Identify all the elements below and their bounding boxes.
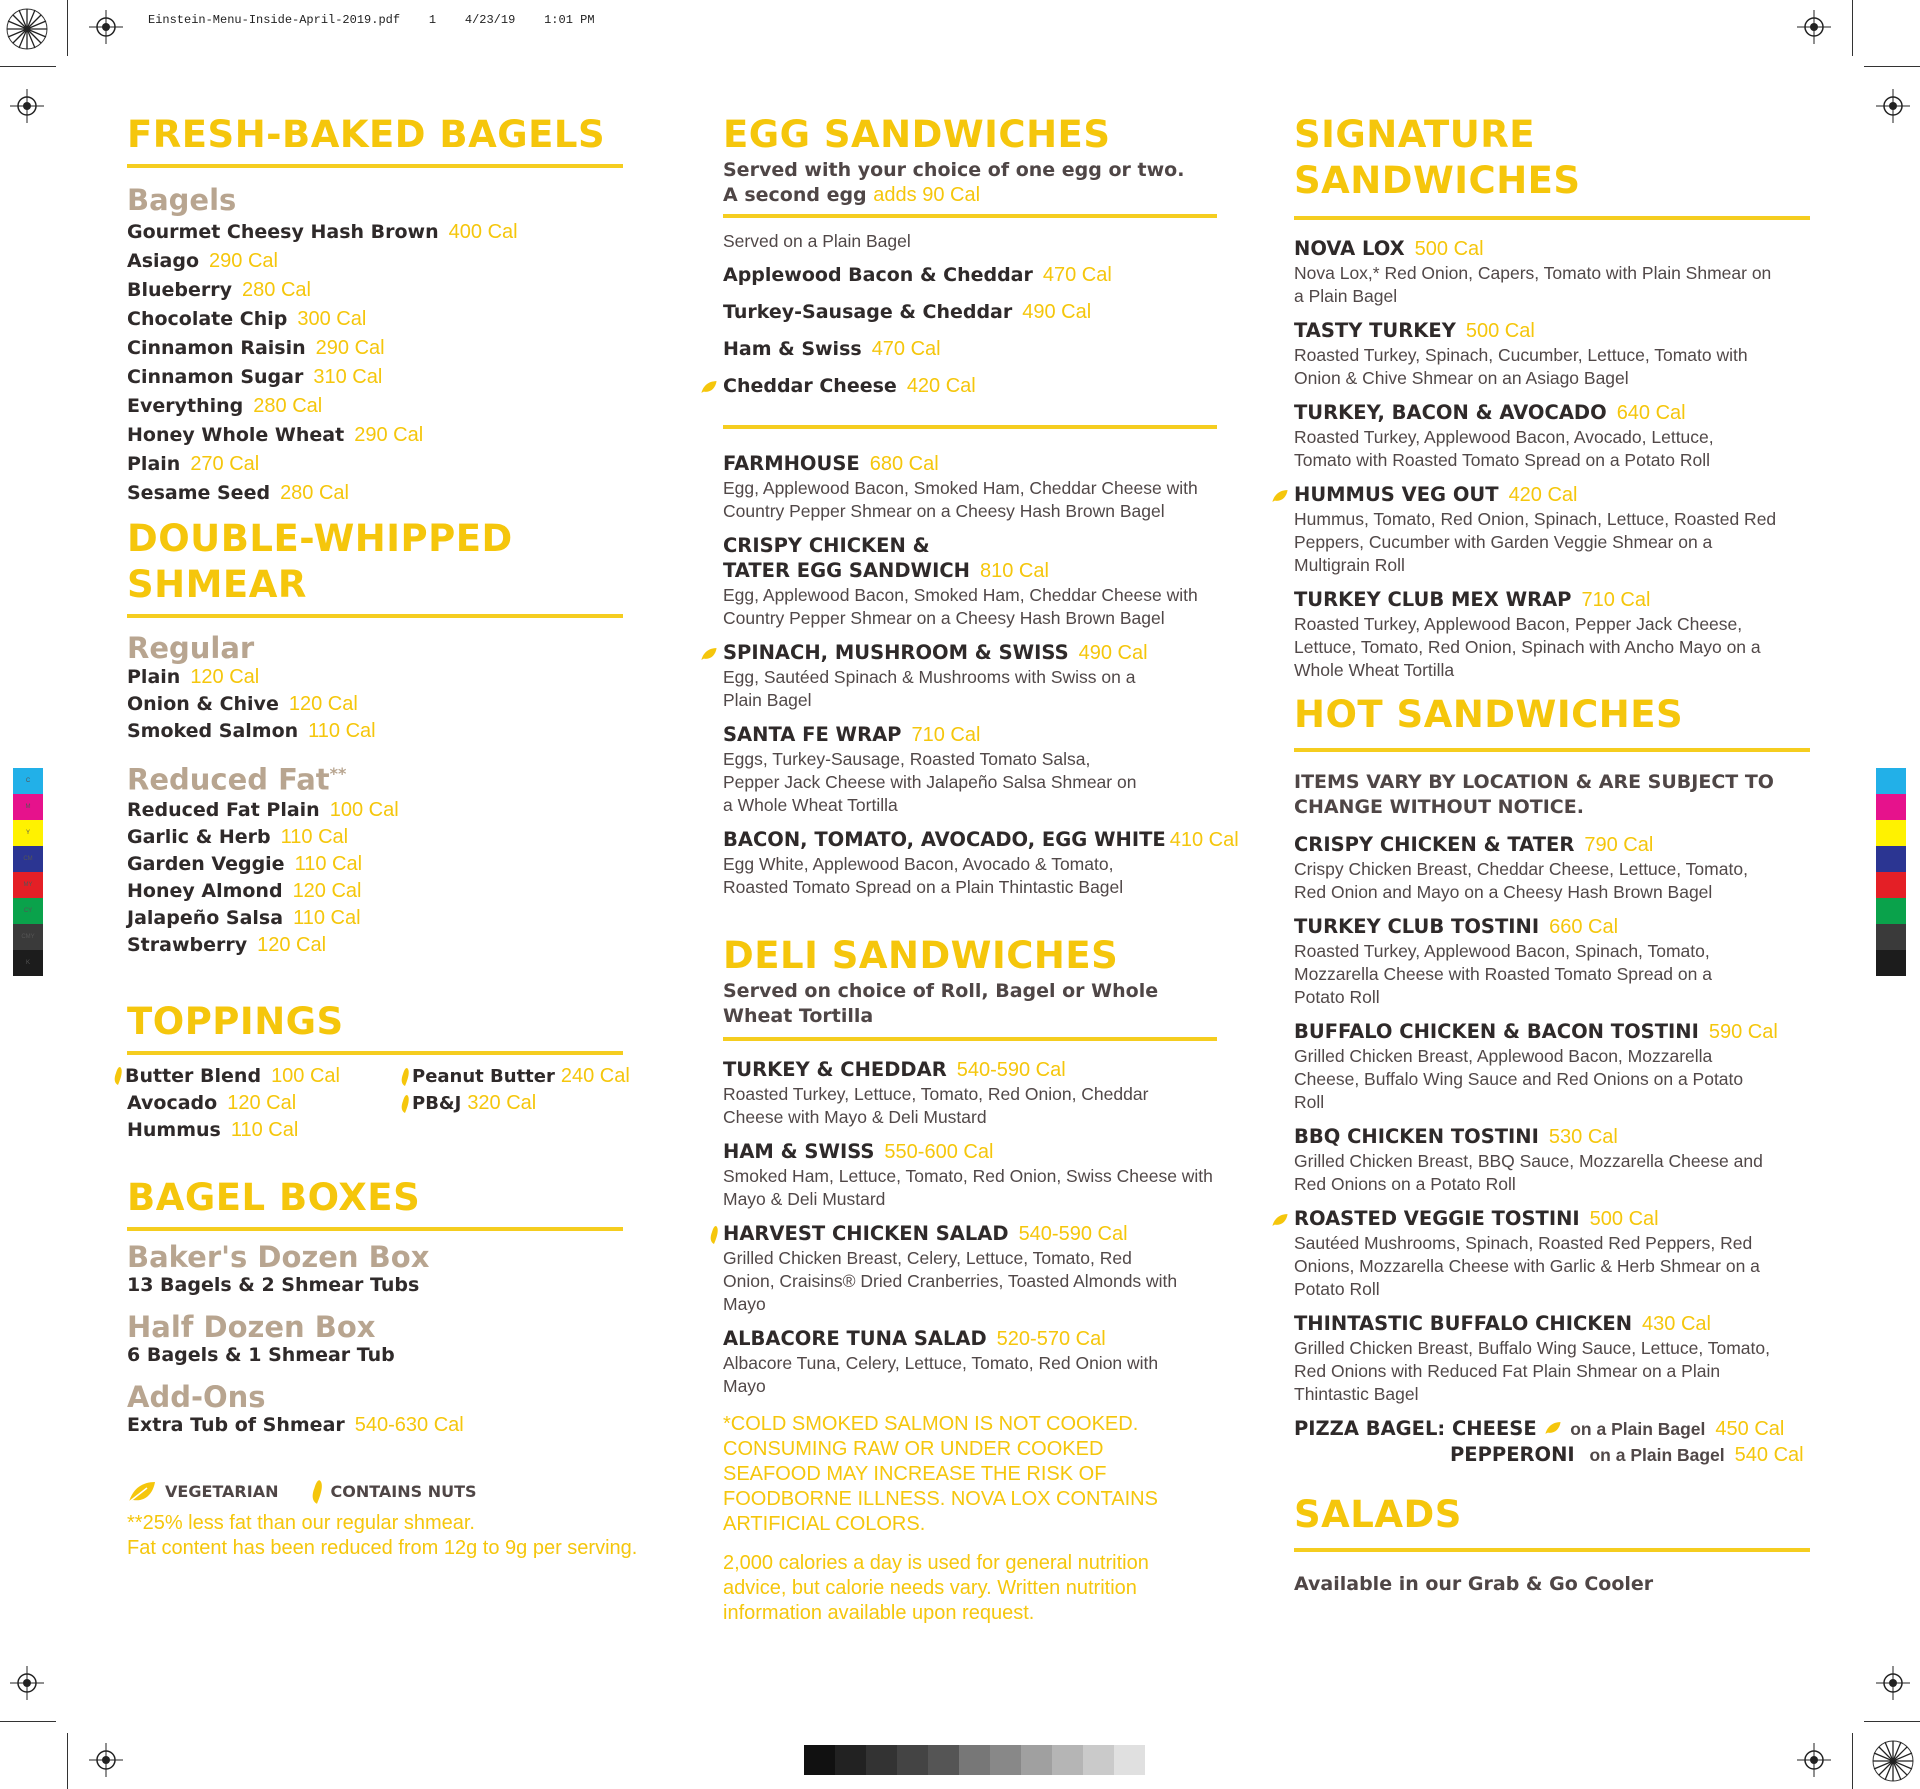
deli-intro: Served on choice of Roll, Bagel or Whole Wheat Tortilla [723, 980, 1159, 1027]
menu-entry: TURKEY CLUB MEX WRAP 710 Cal Roasted Turkey, Applewood Bacon, Pepper Jack Cheese, Lettuce, Tomato, Red Onion, Spinach with Ancho Mayo on a Whole Wheat Tortilla [1294, 588, 1761, 680]
section-title-deli: DELI SANDWICHES [723, 934, 1119, 977]
menu-item: Sesame Seed 280 Cal [127, 482, 349, 504]
section-title-bagel-boxes: BAGEL BOXES [127, 1175, 421, 1219]
bagel-list [127, 218, 647, 508]
menu-item: Applewood Bacon & Cheddar 470 Cal [723, 264, 1112, 286]
starburst-mark-top-left [6, 8, 48, 50]
menu-entry: BUFFALO CHICKEN & BACON TOSTINI 590 Cal Grilled Chicken Breast, Applewood Bacon, Mozzarella Cheese, Buffalo Wing Sauce and Red Onions on a Potato Roll [1294, 1020, 1778, 1112]
crop-mark [67, 1733, 68, 1789]
color-calibration-bar-right [1876, 768, 1906, 976]
menu-item: Onion & Chive 120 Cal [127, 693, 358, 715]
registration-mark-icon [89, 1743, 123, 1777]
menu-item: Honey Almond 120 Cal [127, 879, 362, 902]
subhead-half-dozen: Half Dozen Box [127, 1309, 376, 1344]
menu-item: Ham & Swiss 470 Cal [723, 338, 941, 360]
section-title-toppings: TOPPINGS [127, 999, 344, 1043]
menu-item: Butter Blend 100 Cal [127, 1063, 340, 1090]
section-title-signature: SIGNATURE SANDWICHES [1294, 113, 1581, 202]
menu-item: PB&J 320 Cal [400, 1090, 630, 1117]
contains-nuts-icon [310, 1479, 324, 1505]
column-right [1294, 112, 1814, 1597]
menu-entry: TURKEY, BACON & AVOCADO 640 Cal Roasted Turkey, Applewood Bacon, Avocado, Lettuce, Tomato with Roasted Tomato Spread on a Potato Roll [1294, 401, 1714, 470]
starburst-mark-bottom-right [1872, 1740, 1914, 1782]
vegetarian-leaf-icon [1270, 1213, 1290, 1227]
column-middle [723, 112, 1239, 1626]
divider [127, 1051, 623, 1055]
divider [127, 164, 623, 168]
contains-nuts-icon [709, 1225, 719, 1245]
menu-entry: BACON, TOMATO, AVOCADO, EGG WHITE 410 Cal Egg White, Applewood Bacon, Avocado & Tomato, Roasted Tomato Spread on a Plain Thintastic Bagel [723, 828, 1239, 897]
footnote: **25% less fat than our regular shmear. Fat content has been reduced from 12g to 9g per serving. [127, 1511, 638, 1559]
section-title-bagels: FRESH-BAKED BAGELS [127, 113, 606, 156]
registration-mark-icon [1876, 1666, 1910, 1700]
menu-entry: CRISPY CHICKEN & TATER 790 Cal Crispy Chicken Breast, Cheddar Cheese, Lettuce, Tomato, Red Onion and Mayo on a Cheesy Hash Brown Bagel [1294, 833, 1748, 902]
shmear-regular-list [127, 664, 647, 745]
divider [723, 425, 1217, 429]
divider [723, 1037, 1217, 1041]
menu-entry: SPINACH, MUSHROOM & SWISS 490 Cal Egg, Sautéed Spinach & Mushrooms with Swiss on a Plain Bagel [723, 640, 1223, 712]
legend-vegetarian-label: VEGETARIAN [165, 1482, 279, 1502]
subhead-regular: Regular [127, 631, 255, 665]
menu-item: Garlic & Herb 110 Cal [127, 825, 349, 848]
subhead-bakers-dozen: Baker's Dozen Box [127, 1239, 430, 1274]
registration-mark-icon [10, 89, 44, 123]
section-title-salads: SALADS [1294, 1493, 1462, 1536]
divider [127, 1227, 623, 1231]
menu-entry: TURKEY CLUB TOSTINI 660 Cal Roasted Turkey, Applewood Bacon, Spinach, Tomato, Mozzarella Cheese with Roasted Tomato Spread on a Potato Roll [1294, 915, 1712, 1007]
subhead-bagels: Bagels [127, 183, 237, 217]
menu-item: Chocolate Chip 300 Cal [127, 308, 367, 330]
subhead-reduced-fat: Reduced Fat** [127, 762, 347, 797]
divider [723, 214, 1217, 218]
menu-entry: CRISPY CHICKEN & TATER EGG SANDWICH 810 Cal Egg, Applewood Bacon, Smoked Ham, Cheddar Cheese with Country Pepper Shmear on a Cheesy Hash Brown Bagel [723, 534, 1198, 628]
print-header: Einstein-Menu-Inside-April-2019.pdf 1 4/23/19 1:01 PM [148, 13, 595, 27]
toppings-list [127, 1063, 647, 1149]
menu-item: Smoked Salmon 110 Cal [127, 720, 376, 742]
menu-item: Garden Veggie 110 Cal [127, 852, 363, 875]
menu-item: Gourmet Cheesy Hash Brown 400 Cal [127, 221, 518, 243]
menu-item: Everything 280 Cal [127, 395, 323, 417]
vegetarian-leaf-icon [127, 1480, 157, 1504]
menu-entry: THINTASTIC BUFFALO CHICKEN 430 Cal Grilled Chicken Breast, Buffalo Wing Sauce, Lettuce, Tomato, Red Onions with Reduced Fat Plain Shmear on a Plain Thintastic Bagel [1294, 1312, 1770, 1404]
section-title-egg: EGG SANDWICHES [723, 113, 1111, 156]
registration-mark-icon [1876, 89, 1910, 123]
menu-item: Plain 120 Cal [127, 666, 260, 688]
section-title-hot: HOT SANDWICHES [1294, 693, 1684, 736]
menu-entry: TASTY TURKEY 500 Cal Roasted Turkey, Spinach, Cucumber, Lettuce, Tomato with Onion & Chive Shmear on an Asiago Bagel [1294, 319, 1748, 388]
subhead-add-ons: Add-Ons [127, 1379, 266, 1414]
pizza-bagel: PIZZA BAGEL: CHEESE on a Plain Bagel 450 Cal PEPPERONI on a Plain Bagel 540 Cal [1294, 1417, 1804, 1466]
divider [1294, 1548, 1810, 1552]
egg-intro: Served with your choice of one egg or two. A second egg adds 90 Cal [723, 159, 1185, 206]
grayscale-calibration-bar [804, 1745, 1145, 1775]
divider [1294, 216, 1810, 220]
vegetarian-leaf-icon [699, 647, 719, 661]
menu-entry: TURKEY & CHEDDAR 540-590 Cal Roasted Turkey, Lettuce, Tomato, Red Onion, Cheddar Cheese with Mayo & Deli Mustard [723, 1058, 1149, 1127]
crop-mark [1864, 1721, 1920, 1722]
menu-entry: FARMHOUSE 680 Cal Egg, Applewood Bacon, Smoked Ham, Cheddar Cheese with Country Pepper Shmear on a Cheesy Hash Brown Bagel [723, 452, 1198, 521]
menu-entry: BBQ CHICKEN TOSTINI 530 Cal Grilled Chicken Breast, BBQ Sauce, Mozzarella Cheese and Red Onions on a Potato Roll [1294, 1125, 1763, 1194]
menu-item: Extra Tub of Shmear 540-630 Cal [127, 1413, 464, 1436]
vegetarian-leaf-icon [1543, 1421, 1563, 1435]
seafood-warning: *COLD SMOKED SALMON IS NOT COOKED. CONSUMING RAW OR UNDER COOKED SEAFOOD MAY INCREASE THE RISK OF FOODBORNE ILLNESS. NOVA LOX CONTAINS ARTIFICIAL COLORS. [723, 1413, 1158, 1535]
menu-entry: NOVA LOX 500 Cal Nova Lox,* Red Onion, Capers, Tomato with Plain Shmear on a Plain Bagel [1294, 237, 1772, 306]
plain-bagel-note: Served on a Plain Bagel [723, 231, 911, 251]
menu-entry: HARVEST CHICKEN SALAD 540-590 Cal Grilled Chicken Breast, Celery, Lettuce, Tomato, Red Onion, Craisins® Dried Cranberries, Toasted Almonds with Mayo [723, 1221, 1223, 1316]
calorie-note: 2,000 calories a day is used for general nutrition advice, but calorie needs vary. Written nutrition information available upon request. [723, 1552, 1149, 1624]
menu-item: Cinnamon Raisin 290 Cal [127, 337, 385, 359]
menu-item: Hummus 110 Cal [127, 1118, 299, 1141]
menu-entry: HAM & SWISS 550-600 Cal Smoked Ham, Lettuce, Tomato, Red Onion, Swiss Cheese with Mayo & Deli Mustard [723, 1140, 1213, 1209]
menu-item: Honey Whole Wheat 290 Cal [127, 424, 424, 446]
shmear-reduced-list [127, 797, 647, 959]
registration-mark-icon [10, 1666, 44, 1700]
registration-mark-icon [89, 10, 123, 44]
menu-item: Reduced Fat Plain 100 Cal [127, 798, 399, 821]
menu-item: Jalapeño Salsa 110 Cal [127, 906, 361, 929]
box-description: 13 Bagels & 2 Shmear Tubs [127, 1273, 420, 1296]
legend [127, 1479, 647, 1505]
contains-nuts-icon [113, 1066, 123, 1086]
divider [127, 614, 623, 618]
crop-mark [0, 66, 56, 67]
registration-mark-icon [1797, 10, 1831, 44]
menu-entry: HUMMUS VEG OUT 420 Cal Hummus, Tomato, Red Onion, Spinach, Lettuce, Roasted Red Peppers, Cucumber with Garden Veggie Shmear on a Multigrain Roll [1294, 482, 1814, 577]
registration-mark-icon [1797, 1743, 1831, 1777]
hot-notice: ITEMS VARY BY LOCATION & ARE SUBJECT TO CHANGE WITHOUT NOTICE. [1294, 771, 1774, 818]
menu-item: Avocado 120 Cal [127, 1091, 297, 1114]
menu-entry: ALBACORE TUNA SALAD 520-570 Cal Albacore Tuna, Celery, Lettuce, Tomato, Red Onion with Mayo [723, 1327, 1159, 1396]
menu-item: Cheddar Cheese 420 Cal [723, 368, 1223, 405]
crop-mark [1852, 1733, 1853, 1789]
menu-entry: SANTA FE WRAP 710 Cal Eggs, Turkey-Sausage, Roasted Tomato Salsa, Pepper Jack Cheese with Jalapeño Salsa Shmear on a Whole Wheat Tortilla [723, 723, 1137, 815]
vegetarian-leaf-icon [1270, 489, 1290, 503]
crop-mark [0, 1721, 56, 1722]
menu-entry: ROASTED VEGGIE TOSTINI 500 Cal Sautéed Mushrooms, Spinach, Roasted Red Peppers, Red Onions, Mozzarella Cheese with Garlic & Herb Shmear on a Potato Roll [1294, 1206, 1814, 1301]
column-left [127, 112, 647, 1561]
color-calibration-bar-left: C M Y CM MY CY CMY K [13, 768, 43, 976]
divider [1294, 748, 1810, 752]
menu-item: Peanut Butter 240 Cal [400, 1063, 630, 1090]
menu-item: Turkey-Sausage & Cheddar 490 Cal [723, 301, 1092, 323]
salads-note: Available in our Grab & Go Cooler [1294, 1573, 1654, 1595]
contains-nuts-icon [400, 1094, 410, 1114]
crop-mark [1864, 66, 1920, 67]
vegetarian-leaf-icon [699, 380, 719, 394]
legend-nuts-label: CONTAINS NUTS [330, 1482, 477, 1502]
crop-mark [1852, 0, 1853, 56]
menu-item: Blueberry 280 Cal [127, 279, 311, 301]
menu-item: Cinnamon Sugar 310 Cal [127, 366, 383, 388]
section-title-shmear: DOUBLE-WHIPPED SHMEAR [127, 517, 513, 606]
contains-nuts-icon [400, 1067, 410, 1087]
menu-item: Asiago 290 Cal [127, 250, 278, 272]
menu-item: Strawberry 120 Cal [127, 933, 327, 956]
box-description: 6 Bagels & 1 Shmear Tub [127, 1343, 395, 1366]
crop-mark [67, 0, 68, 56]
menu-item: Plain 270 Cal [127, 453, 260, 475]
